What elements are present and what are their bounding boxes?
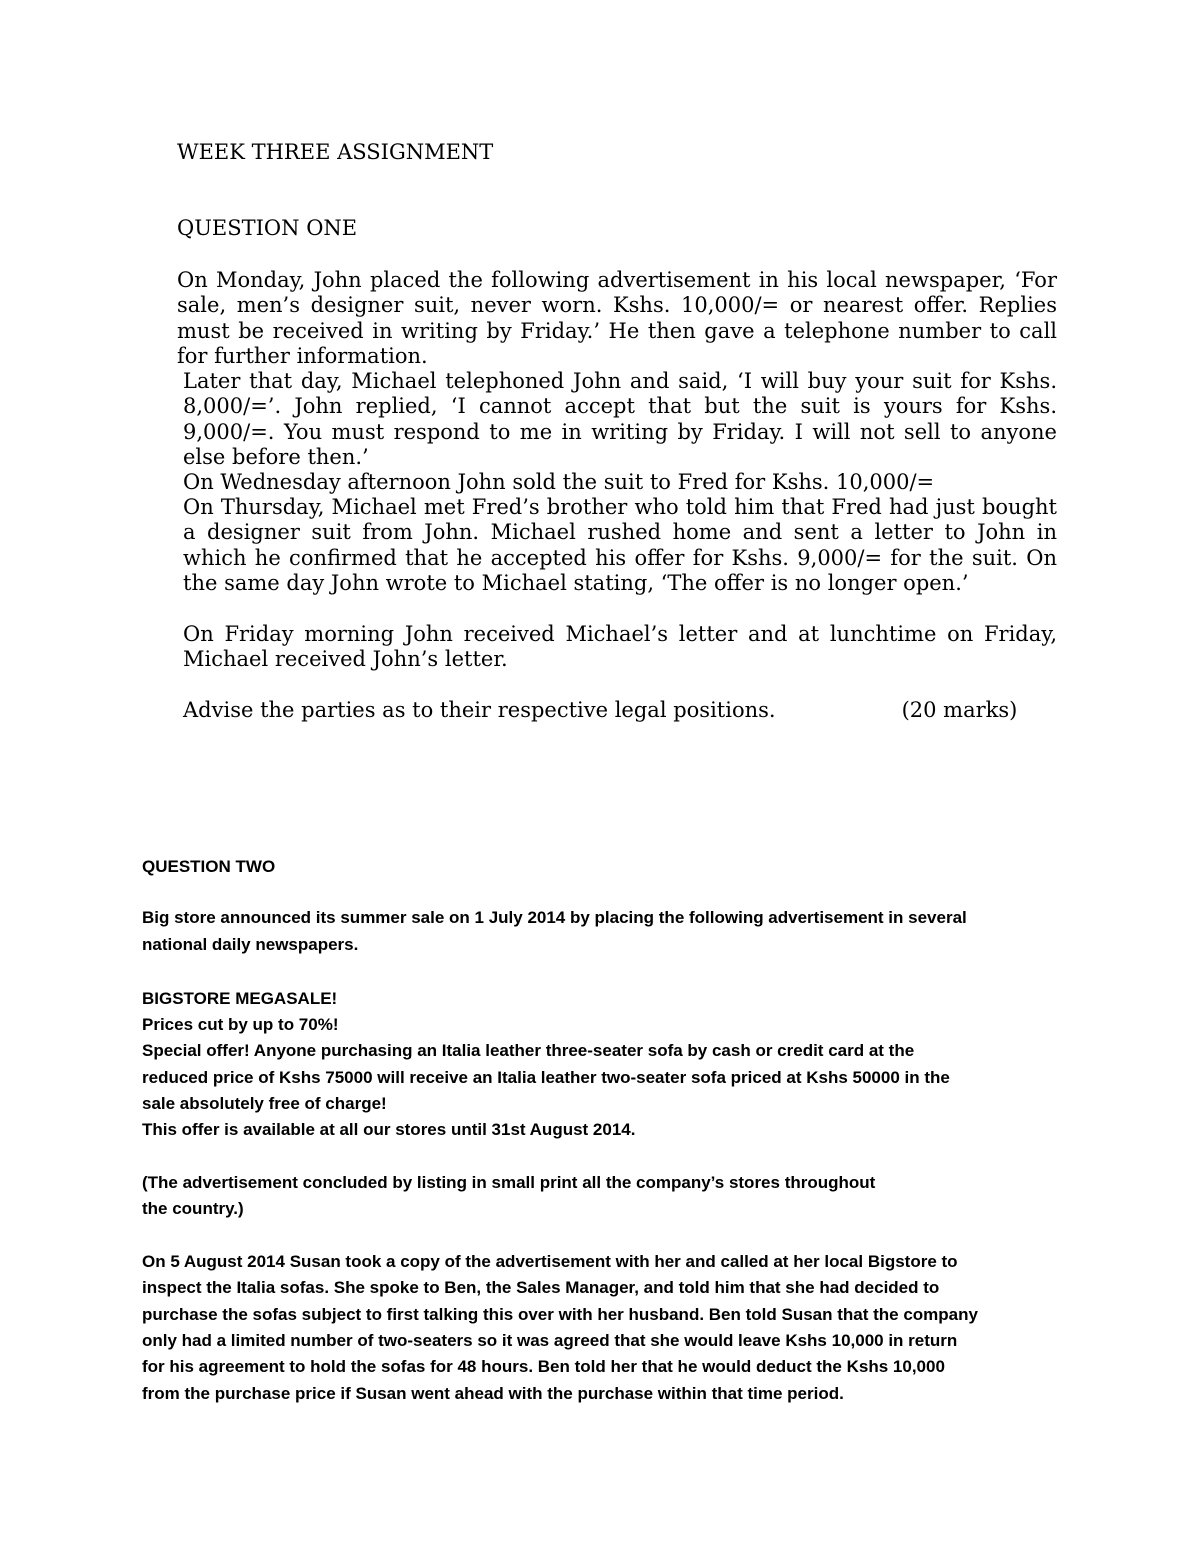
question-one-paragraph: On Thursday, Michael met Fred’s brother who told him that Fred had just bought a designer suit from John. Michael rushed home and sent a letter to John in which he confirmed that he accepted his offer for Kshs. 9,000/= for the suit. On the same day John wrote to Michael stating, ‘The offer is no longer open.’ — [183, 495, 1057, 595]
question-one-heading: QUESTION ONE — [177, 216, 358, 240]
story-line: On 5 August 2014 Susan took a copy of the advertisement with her and called at her local Bigstore to — [142, 1252, 958, 1271]
story-line: from the purchase price if Susan went ahead with the purchase within that time period. — [142, 1384, 844, 1403]
assignment-title: WEEK THREE ASSIGNMENT — [177, 140, 494, 164]
marks-label: (20 marks) — [901, 698, 1018, 722]
note-line: (The advertisement concluded by listing in small print all the company’s stores throughout — [142, 1173, 876, 1192]
ad-line: sale absolutely free of charge! — [142, 1094, 387, 1113]
question-one-paragraph: On Friday morning John received Michael’s letter and at lunchtime on Friday, Michael received John’s letter. — [183, 622, 1057, 672]
ad-line: BIGSTORE MEGASALE! — [142, 989, 338, 1008]
intro-line: national daily newspapers. — [142, 935, 359, 954]
story-line: inspect the Italia sofas. She spoke to Ben, the Sales Manager, and told him that she had decided to — [142, 1278, 940, 1297]
ad-line: This offer is available at all our stores until 31st August 2014. — [142, 1120, 636, 1139]
instruction-text: Advise the parties as to their respective legal positions. — [183, 698, 776, 722]
note-line: the country.) — [142, 1199, 244, 1218]
question-one-paragraph: On Monday, John placed the following advertisement in his local newspaper, ‘For sale, men’s designer suit, never worn. Kshs. 10,000/= or nearest offer. Replies must be received in writing by Friday.’ He then gave a telephone number to call for further information. — [177, 268, 1057, 368]
question-one-paragraph: Later that day, Michael telephoned John and said, ‘I will buy your suit for Kshs. 8,000/=’. John replied, ‘I cannot accept that but the suit is yours for Kshs. 9,000/=. You must respond to me in writing by Friday. I will not sell to anyone else before then.’ — [183, 369, 1057, 469]
ad-line: Special offer! Anyone purchasing an Italia leather three-seater sofa by cash or credit card at the — [142, 1041, 915, 1060]
question-one-paragraph: On Wednesday afternoon John sold the suit to Fred for Kshs. 10,000/= — [183, 470, 935, 494]
story-line: purchase the sofas subject to first talking this over with her husband. Ben told Susan that the company — [142, 1305, 978, 1324]
story-line: for his agreement to hold the sofas for 48 hours. Ben told her that he would deduct the Kshs 10,000 — [142, 1357, 945, 1376]
ad-line: reduced price of Kshs 75000 will receive an Italia leather two-seater sofa priced at Kshs 50000 in the — [142, 1068, 950, 1087]
ad-line: Prices cut by up to 70%! — [142, 1015, 339, 1034]
question-two-heading: QUESTION TWO — [142, 857, 276, 876]
question-one-instruction — [142, 698, 1030, 723]
story-line: only had a limited number of two-seaters so it was agreed that she would leave Kshs 10,000 in return — [142, 1331, 958, 1350]
intro-line: Big store announced its summer sale on 1 July 2014 by placing the following advertisement in several — [142, 908, 967, 927]
